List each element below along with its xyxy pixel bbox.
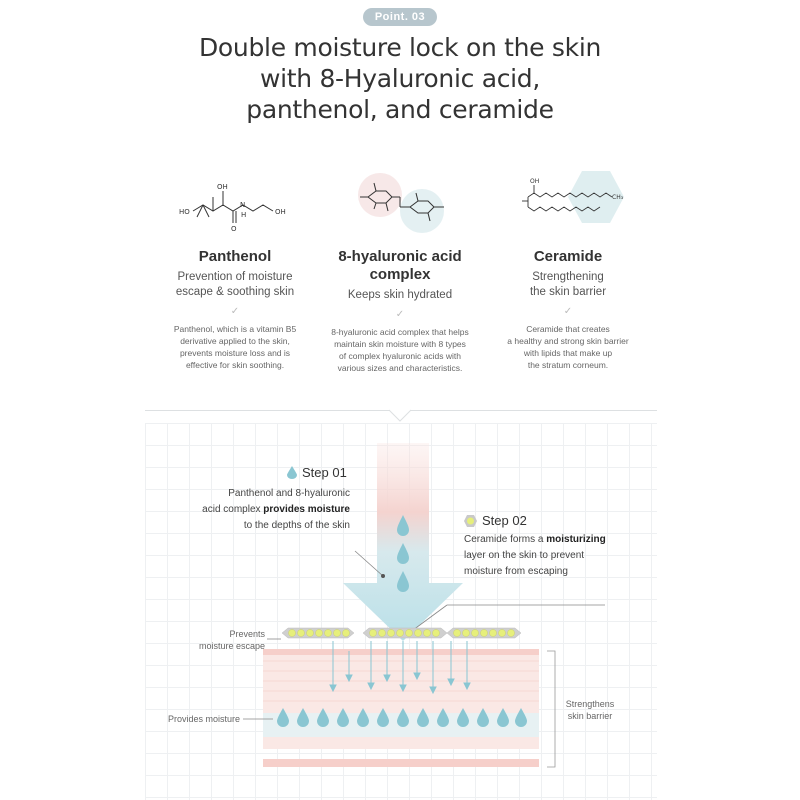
divider-notch-icon	[388, 399, 412, 423]
section-divider-right	[410, 410, 657, 411]
skin-layers	[263, 649, 539, 767]
svg-text:OH: OH	[217, 183, 228, 191]
page-title	[0, 32, 800, 125]
prevents-moisture-label: Prevents moisture escape	[198, 629, 265, 651]
svg-text:N: N	[240, 201, 246, 209]
point-badge: Point. 03	[363, 8, 437, 26]
arrow-drop-icons	[397, 515, 409, 592]
step-02-text: Ceramide forms a moisturizing layer on the skin to prevent moisture from escaping	[464, 534, 606, 577]
panthenol-title: Panthenol	[198, 248, 272, 265]
panthenol-subtitle: Prevention of moisture escape & soothing skin	[175, 271, 295, 298]
ceramide-subtitle: Strengthening the skin barrier	[529, 271, 607, 298]
step-01-title: Step 01	[287, 465, 347, 480]
down-arrow-shape	[343, 443, 463, 641]
provides-moisture-label: Provides moisture	[167, 714, 240, 724]
headline-line-2: with 8-Hyaluronic acid,	[259, 64, 541, 93]
strengthens-barrier-label: Strengthens skin barrier	[565, 699, 615, 721]
section-divider-left	[145, 410, 390, 411]
check-mark-icon: ✓	[563, 306, 573, 317]
ingredient-hyaluronic	[310, 160, 490, 374]
hyaluronic-subtitle: Keeps skin hydrated	[347, 289, 453, 301]
svg-text:OH: OH	[275, 208, 286, 216]
ceramide-molecule-icon	[478, 160, 658, 244]
moisture-diagram	[145, 423, 657, 800]
lipid-hexagon-icon	[464, 515, 477, 527]
svg-text:CH₃: CH₃	[612, 194, 624, 201]
svg-text:O: O	[231, 225, 237, 233]
check-mark-icon: ✓	[395, 309, 405, 320]
hyaluronic-molecule-icon	[310, 160, 490, 244]
headline-line-1: Double moisture lock on the skin	[198, 33, 602, 62]
step-02-title: Step 02	[464, 513, 527, 528]
water-drop-icon	[287, 466, 297, 479]
hyaluronic-description: 8-hyaluronic acid complex that helps maintain skin moisture with 8 types of complex hyaluronic acids with various sizes and characteristics.	[331, 327, 469, 373]
step-01-text: Panthenol and 8-hyaluronic acid complex provides moisture to the depths of the skin	[202, 488, 350, 531]
svg-text:H: H	[241, 211, 247, 219]
lipid-layer	[282, 628, 521, 638]
ceramide-title: Ceramide	[533, 248, 603, 265]
ingredient-panthenol	[145, 160, 325, 371]
ceramide-description: Ceramide that creates a healthy and strong skin barrier with lipids that make up the stratum corneum.	[507, 324, 629, 370]
svg-text:OH: OH	[530, 178, 540, 185]
check-mark-icon: ✓	[230, 306, 240, 317]
headline-line-3: panthenol, and ceramide	[246, 95, 554, 124]
hyaluronic-title: 8-hyaluronic acid complex	[338, 248, 462, 283]
panthenol-molecule-icon	[145, 160, 325, 244]
ingredient-ceramide	[478, 160, 658, 371]
panthenol-description: Panthenol, which is a vitamin B5 derivative applied to the skin, prevents moisture loss and is effective for skin soothing.	[173, 324, 297, 370]
svg-text:HO: HO	[179, 208, 190, 216]
